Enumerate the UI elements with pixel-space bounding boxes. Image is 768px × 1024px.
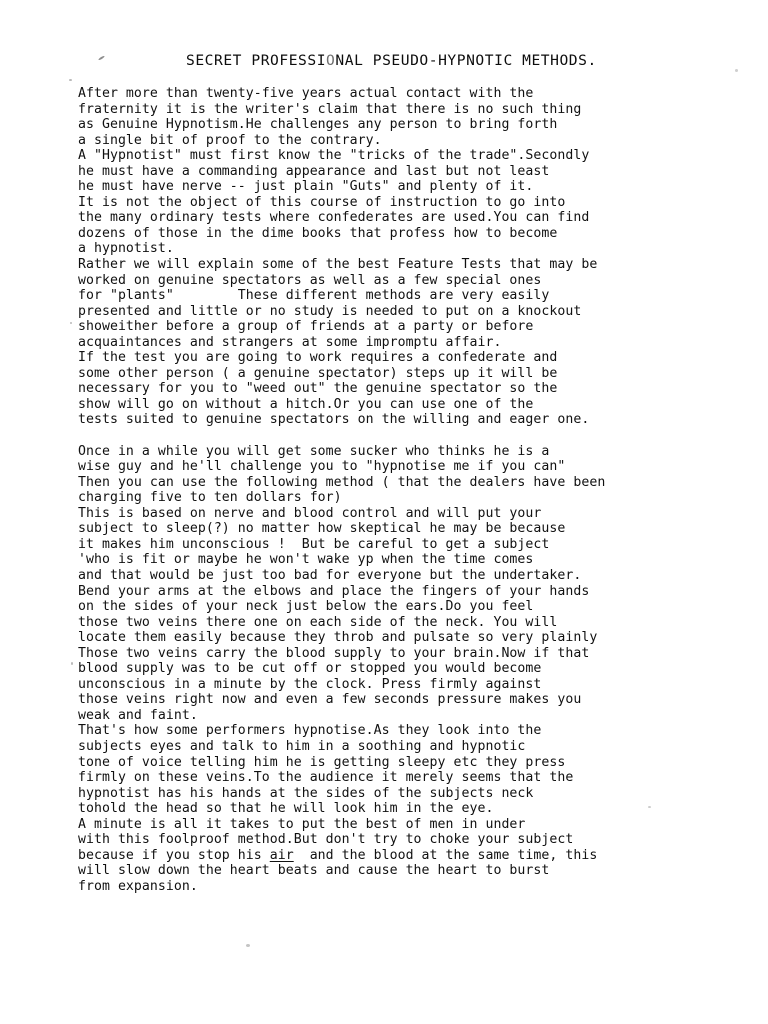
text-line: necessary for you to "weed out" the genuine spectator so the	[78, 381, 558, 397]
text-line: fraternity it is the writer's claim that there is no such thing	[78, 101, 582, 117]
text-line: tone of voice telling him he is getting sleepy etc they press	[78, 754, 566, 770]
text-line: A "Hypnotist" must first know the "tricks of the trade".Secondly	[78, 148, 590, 164]
text-line: because if you stop his air and the blood at the same time, this	[78, 847, 598, 863]
text-line: locate them easily because they throb and pulsate so very plainly	[78, 630, 598, 646]
blank-line	[78, 428, 718, 444]
scan-speck	[735, 69, 738, 72]
text-line: on the sides of your neck just below the ears.Do you feel	[78, 599, 534, 615]
text-line: a hypnotist.	[78, 241, 174, 257]
text-line: will slow down the heart beats and cause the heart to burst	[78, 863, 550, 879]
text-line: a single bit of proof to the contrary.	[78, 132, 382, 148]
text-line: It is not the object of this course of instruction to go into	[78, 194, 566, 210]
document-title-before: SECRET PROFESSI	[186, 52, 327, 69]
text-line: those veins right now and even a few seconds pressure makes you	[78, 692, 582, 708]
text-line: he must have a commanding appearance and last but not least	[78, 163, 550, 179]
text-line: tohold the head so that he will look him in the eye.	[78, 801, 494, 817]
text-line: Bend your arms at the elbows and place the fingers of your hands	[78, 583, 590, 599]
text-line: those two veins there one on each side of the neck. You will	[78, 614, 558, 630]
text-line: firmly on these veins.To the audience it merely seems that the	[78, 770, 574, 786]
text-line: If the test you are going to work requires a confederate and	[78, 350, 558, 366]
scan-speck	[69, 79, 72, 81]
text-line: from expansion.	[78, 878, 198, 894]
text-line: Rather we will explain some of the best Feature Tests that may be	[78, 257, 598, 273]
text-line: dozens of those in the dime books that profess how to become	[78, 225, 558, 241]
text-line: as Genuine Hypnotism.He challenges any person to bring forth	[78, 117, 558, 133]
scan-speck	[246, 944, 250, 947]
text-line: presented and little or no study is needed to put on a knockout	[78, 303, 582, 319]
text-line: worked on genuine spectators as well as a few special ones	[78, 272, 542, 288]
text-line: wise guy and he'll challenge you to "hypnotise me if you can"	[78, 459, 566, 475]
text-line: This is based on nerve and blood control and will put your	[78, 505, 542, 521]
underlined-word: air	[269, 847, 294, 863]
text-line: with this foolproof method.But don't try to choke your subject	[78, 832, 574, 848]
text-line: A minute is all it takes to put the best of men in under	[78, 816, 526, 832]
text-line: Those two veins carry the blood supply to your brain.Now if that	[78, 645, 590, 661]
text-line: it makes him unconscious ! But be careful to get a subject	[78, 536, 550, 552]
text-line: showeither before a group of friends at a party or before	[78, 319, 534, 335]
scan-speck	[71, 662, 73, 665]
text-line: subjects eyes and talk to him in a soothing and hypnotic	[78, 738, 526, 754]
text-line: weak and faint.	[78, 707, 198, 723]
text-line: charging five to ten dollars for)	[78, 490, 342, 506]
text-line: tests suited to genuine spectators on the willing and eager one.	[78, 412, 590, 428]
document-body	[78, 86, 718, 894]
text-line: subject to sleep(?) no matter how skeptical he may be because	[78, 521, 566, 537]
document-title-faded-char: O	[326, 52, 336, 69]
text-line: After more than twenty-five years actual contact with the	[78, 86, 534, 101]
text-line: the many ordinary tests where confederates are used.You can find	[78, 210, 590, 226]
text-line: Then you can use the following method ( that the dealers have been	[78, 474, 606, 490]
document-title-after: NAL PSEUDO-HYPNOTIC METHODS.	[335, 52, 597, 69]
text-line: acquaintances and strangers at some impromptu affair.	[78, 334, 502, 350]
text-line: 'who is fit or maybe he won't wake yp when the time comes	[78, 552, 534, 568]
text-line: Once in a while you will get some sucker who thinks he is a	[78, 443, 550, 459]
text-line: for "plants" These different methods are very easily	[78, 288, 550, 304]
text-line: he must have nerve -- just plain "Guts" and plenty of it.	[78, 179, 534, 195]
text-line: blood supply was to be cut off or stopped you would become	[78, 661, 542, 677]
text-line: That's how some performers hypnotise.As they look into the	[78, 723, 542, 739]
text-line: hypnotist has his hands at the sides of the subjects neck	[78, 785, 534, 801]
scan-speck	[70, 322, 72, 324]
scan-speck	[98, 55, 105, 60]
text-line: and that would be just too bad for everyone but the undertaker.	[78, 567, 582, 583]
text-line: unconscious in a minute by the clock. Press firmly against	[78, 676, 542, 692]
text-line: some other person ( a genuine spectator) steps up it will be	[78, 365, 558, 381]
text-line: show will go on without a hitch.Or you can use one of the	[78, 396, 534, 412]
document-title	[186, 52, 597, 69]
